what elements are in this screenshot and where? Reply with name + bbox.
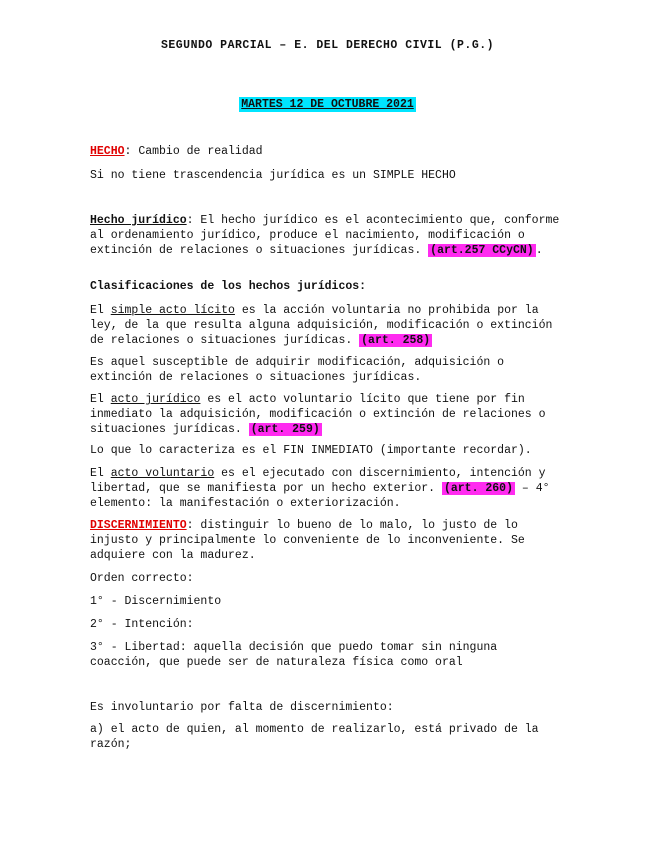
hecho-definition — [90, 144, 565, 159]
clasificaciones-heading: Clasificaciones de los hechos jurídicos: — [90, 280, 367, 293]
involuntario-line: Es involuntario por falta de discernimiento: — [90, 701, 394, 714]
sal-prefix: El — [90, 304, 111, 317]
aj-prefix: El — [90, 393, 111, 406]
hecho-text: : Cambio de realidad — [124, 145, 263, 158]
hecho-juridico-paragraph — [90, 213, 565, 258]
hecho-juridico-term: Hecho jurídico — [90, 214, 187, 227]
orden-item-2: 2° - Intención: — [90, 618, 194, 631]
sal-text: es la acción voluntaria no prohibida por la ley, de la que resulta alguna adquisición, modificación o extinción de relaciones o situaciones jurídicas. — [90, 304, 553, 347]
document-title: SEGUNDO PARCIAL – E. DEL DERECHO CIVIL (P.G.) — [160, 39, 495, 52]
av-end: – 4° elemento: la manifestación o exteriorización. — [90, 482, 550, 510]
discernimiento-term: DISCERNIMIENTO — [90, 519, 187, 532]
susceptible-paragraph: Es aquel susceptible de adquirir modificación, adquisición o extinción de relaciones o situaciones jurídicas. — [90, 356, 505, 384]
simple-acto-licito-term: simple acto lícito — [110, 304, 235, 317]
fin-inmediato-line: Lo que lo caracteriza es el FIN INMEDIATO (importante recordar). — [90, 444, 532, 457]
acto-voluntario-paragraph — [90, 466, 565, 511]
orden-correcto-line: Orden correcto: — [90, 572, 194, 585]
av-prefix: El — [90, 467, 111, 480]
art-260-badge: (art. 260) — [443, 482, 513, 495]
simple-hecho-line: Si no tiene trascendencia jurídica es un SIMPLE HECHO — [90, 169, 456, 182]
hecho-juridico-end: . — [535, 244, 543, 257]
hecho-term: HECHO — [90, 145, 125, 158]
orden-item-1: 1° - Discernimiento — [90, 595, 222, 608]
av-text: es el ejecutado con discernimiento, intención y libertad, que se manifiesta por un hecho exterior. — [90, 467, 546, 495]
date-heading: MARTES 12 DE OCTUBRE 2021 — [241, 98, 414, 111]
orden-item-3: 3° - Libertad: aquella decisión que puedo tomar sin ninguna coacción, que puede ser de naturaleza física como oral — [90, 641, 498, 669]
acto-juridico-term: acto jurídico — [110, 393, 201, 406]
discernimiento-text: : distinguir lo bueno de lo malo, lo justo de lo injusto y principalmente lo conveniente de lo inconveniente. Se adquiere con la madurez. — [90, 519, 525, 562]
hecho-juridico-text: : El hecho jurídico es el acontecimiento que, conforme al ordenamiento jurídico, produce el nacimiento, modificación o extinción de relaciones o situaciones jurídicas. — [90, 214, 560, 257]
acto-voluntario-term: acto voluntario — [110, 467, 215, 480]
art-257-badge: (art.257 CCyCN) — [430, 244, 534, 257]
aj-text: es el acto voluntario lícito que tiene por fin inmediato la adquisición, modificación o extinción de relaciones o situaciones jurídicas. — [90, 393, 546, 436]
art-259-badge: (art. 259) — [250, 423, 320, 436]
involuntario-item-a: a) el acto de quien, al momento de realizarlo, está privado de la razón; — [90, 723, 539, 751]
date-heading-wrap — [0, 97, 655, 112]
art-258-badge: (art. 258) — [361, 334, 431, 347]
simple-acto-licito-paragraph — [90, 303, 565, 348]
discernimiento-paragraph — [90, 518, 565, 563]
acto-juridico-paragraph — [90, 392, 565, 437]
